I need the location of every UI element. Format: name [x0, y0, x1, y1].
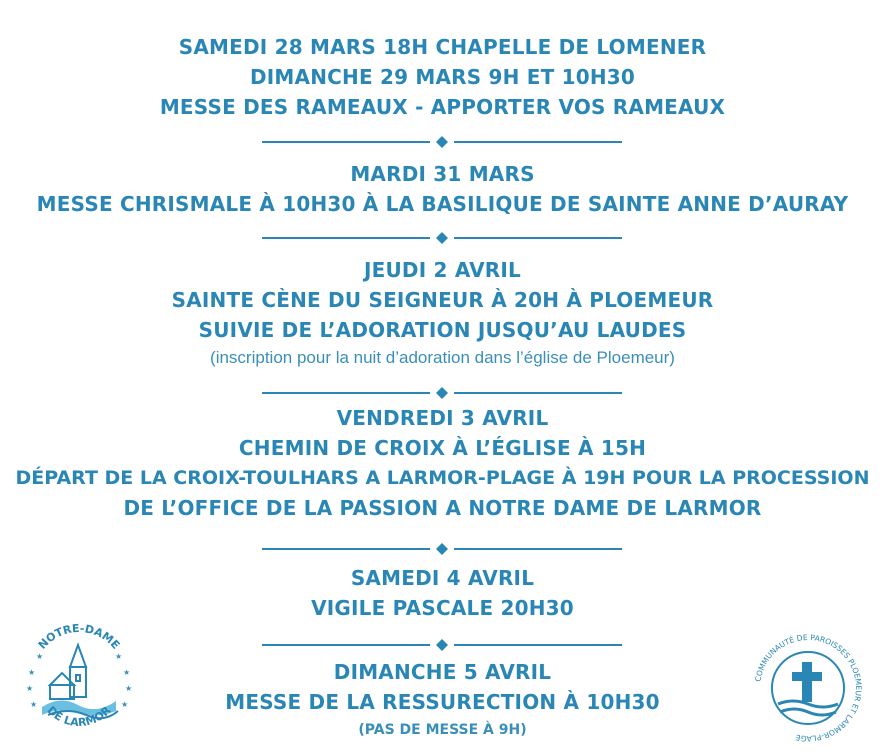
event-line: SAMEDI 28 MARS 18H CHAPELLE DE LOMENER	[178, 35, 707, 59]
event-line: VENDREDI 3 AVRIL	[336, 406, 549, 430]
event-line: MESSE DES RAMEAUX - APPORTER VOS RAMEAUX	[159, 95, 726, 119]
event-line: MARDI 31 MARS	[350, 162, 535, 186]
event-line: SAINTE CÈNE DU SEIGNEUR À 20H À PLOEMEUR	[171, 288, 714, 312]
notre-dame-de-larmor-logo	[20, 615, 138, 745]
divider	[262, 387, 622, 399]
event-line: DE L’OFFICE DE LA PASSION A NOTRE DAME DE LARMOR	[123, 496, 762, 520]
logo-ring-text: COMMUNAUTÉ DE PAROISSES PLOEMEUR ET LARMOR-PLAGE	[753, 632, 864, 744]
event-block-3	[0, 255, 885, 371]
svg-text:★: ★	[125, 684, 133, 693]
svg-text:★: ★	[115, 652, 123, 661]
event-block-4	[0, 403, 885, 523]
divider	[262, 639, 622, 651]
event-block-5	[0, 563, 885, 623]
svg-text:★: ★	[26, 684, 34, 693]
logo-top-text: NOTRE-DAME	[35, 621, 123, 652]
event-block-2	[0, 159, 885, 219]
event-line: MESSE DE LA RESSURECTION À 10H30	[225, 690, 660, 714]
event-line: MESSE CHRISMALE À 10H30 À LA BASILIQUE DE SAINTE ANNE D’AURAY	[36, 192, 849, 216]
event-note: (inscription pour la nuit d’adoration dans l’église de Ploemeur)	[210, 348, 675, 367]
event-note: (PAS DE MESSE À 9H)	[358, 722, 527, 738]
event-line: VIGILE PASCALE 20H30	[311, 596, 574, 620]
divider	[262, 232, 622, 244]
communaute-paroisses-logo	[748, 628, 868, 748]
divider	[262, 543, 622, 555]
event-line: DIMANCHE 29 MARS 9H ET 10H30	[249, 65, 636, 89]
divider	[262, 136, 622, 148]
event-line: SUIVIE DE L’ADORATION JUSQU’AU LAUDES	[198, 318, 687, 342]
event-block-1	[0, 32, 885, 122]
svg-text:★: ★	[36, 652, 44, 661]
svg-text:★: ★	[123, 668, 131, 677]
event-line: DIMANCHE 5 AVRIL	[333, 660, 552, 684]
svg-text:★: ★	[30, 700, 38, 709]
svg-text:★: ★	[28, 668, 36, 677]
svg-text:★: ★	[121, 700, 129, 709]
event-line: DÉPART DE LA CROIX-TOULHARS A LARMOR-PLAGE À 19H POUR LA PROCESSION	[15, 467, 870, 489]
event-line: JEUDI 2 AVRIL	[363, 258, 521, 282]
event-line: SAMEDI 4 AVRIL	[350, 566, 535, 590]
event-line: CHEMIN DE CROIX À L’ÉGLISE À 15H	[238, 436, 647, 460]
logo-bottom-text: DE LARMOR	[44, 703, 114, 730]
